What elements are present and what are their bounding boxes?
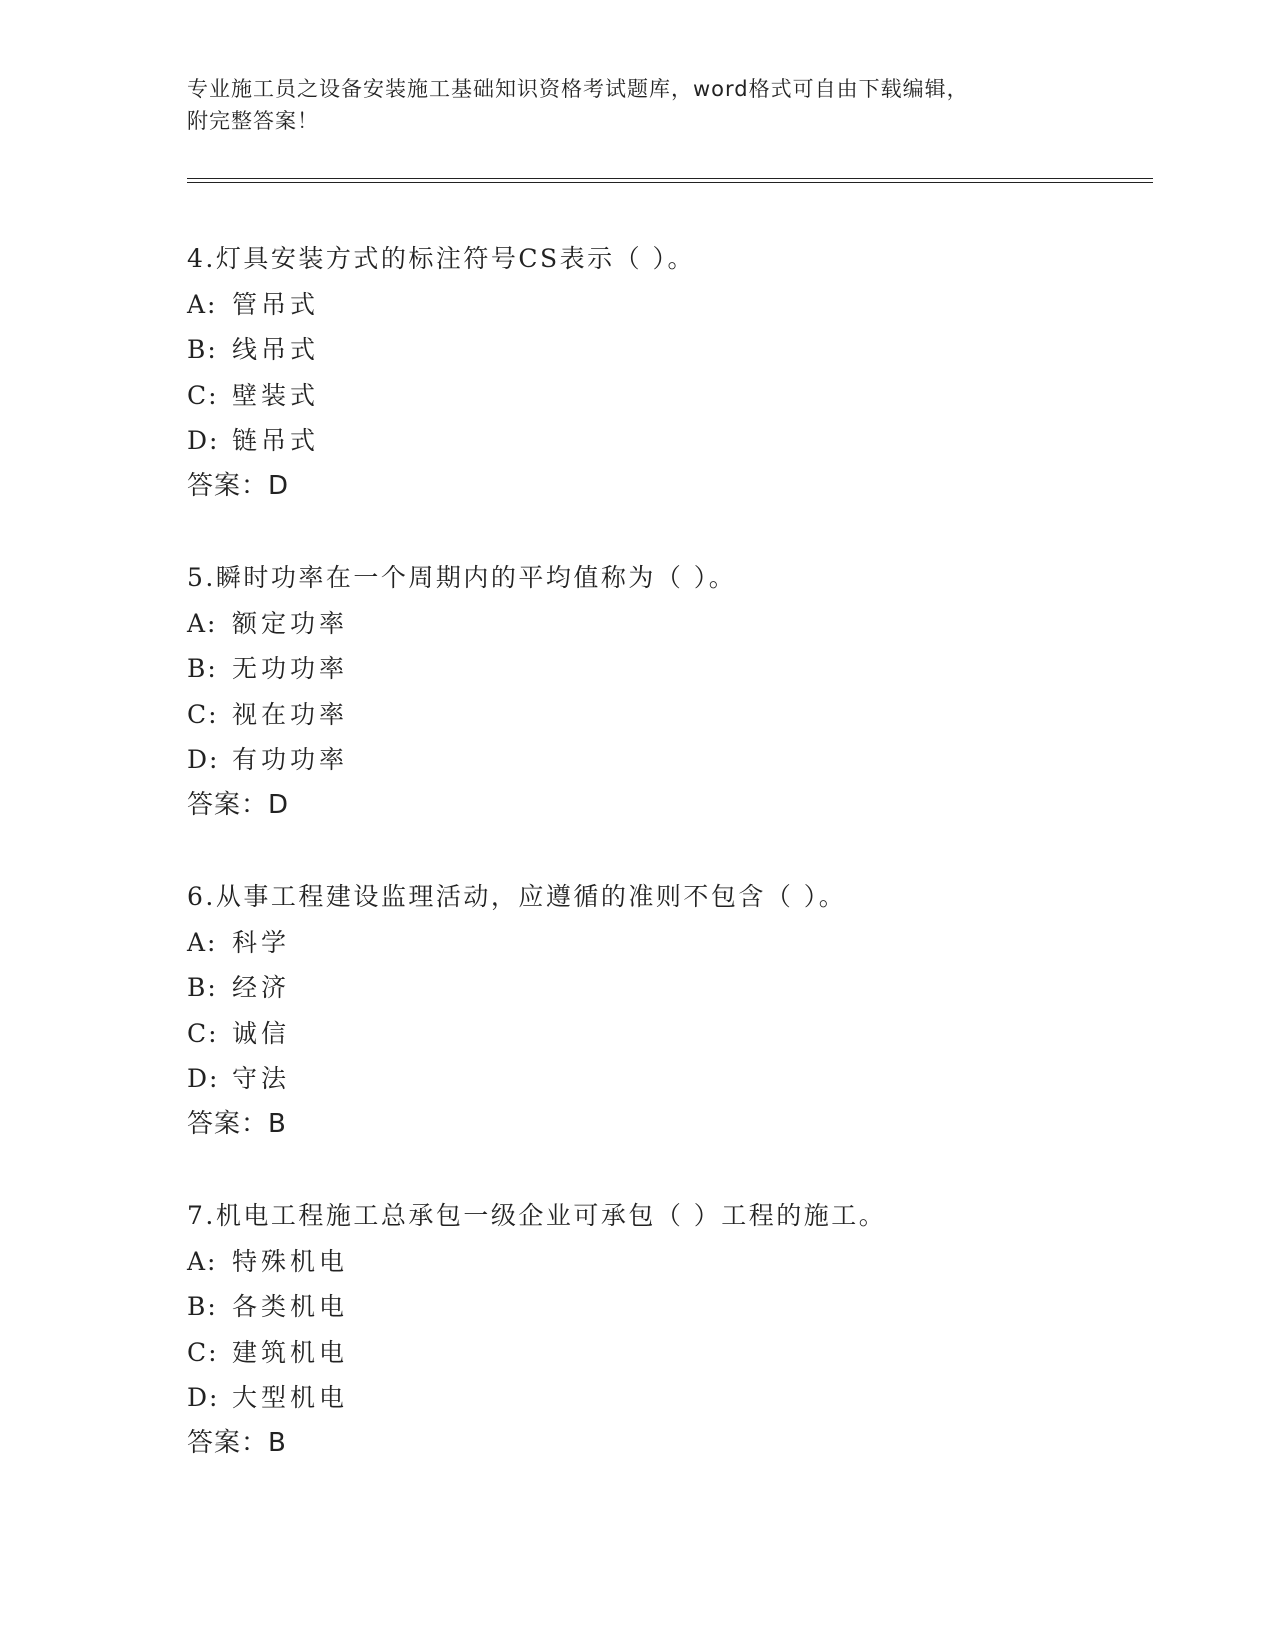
option-text: 链吊式 — [232, 426, 320, 455]
option-key: C: — [187, 1018, 219, 1048]
question-7 — [187, 1193, 1167, 1466]
option-text: 特殊机电 — [232, 1246, 349, 1276]
option-text: 线吊式 — [232, 335, 320, 364]
header-line-1: 专业施工员之设备安装施工基础知识资格考试题库，word格式可自由下载编辑， — [187, 77, 969, 101]
question-5 — [187, 555, 1167, 828]
option-c — [187, 1011, 1167, 1057]
option-a — [187, 601, 1167, 647]
option-b — [187, 1284, 1167, 1330]
option-d — [187, 418, 1167, 464]
answer-line: 答案：B — [187, 1427, 287, 1458]
question-4 — [187, 236, 1167, 509]
option-key: D: — [187, 1064, 220, 1093]
option-text: 大型机电 — [232, 1383, 349, 1412]
option-key: A: — [187, 927, 218, 957]
question-stem: 7.机电工程施工总承包一级企业可承包（ ）工程的施工。 — [187, 1201, 887, 1230]
option-c — [187, 1330, 1167, 1376]
option-key: C: — [187, 699, 219, 729]
option-d — [187, 1056, 1167, 1102]
option-text: 建筑机电 — [232, 1337, 349, 1367]
option-b — [187, 965, 1167, 1011]
option-key: B: — [187, 1292, 218, 1321]
option-text: 各类机电 — [232, 1292, 349, 1321]
option-text: 壁装式 — [232, 380, 320, 410]
answer-line: 答案：B — [187, 1108, 287, 1139]
question-6 — [187, 874, 1167, 1147]
option-key: B: — [187, 973, 218, 1002]
option-d — [187, 1375, 1167, 1421]
option-text: 守法 — [232, 1064, 291, 1093]
answer-line: 答案：D — [187, 470, 290, 501]
question-stem: 4.灯具安装方式的标注符号CS表示（ ）。 — [187, 244, 696, 273]
option-text: 无功功率 — [232, 654, 349, 683]
answer-line: 答案：D — [187, 789, 290, 820]
option-key: A: — [187, 1246, 218, 1276]
option-c — [187, 692, 1167, 738]
option-key: C: — [187, 380, 219, 410]
document-header — [187, 73, 1107, 137]
option-b — [187, 327, 1167, 373]
header-line-2: 附完整答案！ — [187, 109, 319, 133]
option-key: D: — [187, 745, 220, 774]
option-key: B: — [187, 335, 218, 364]
option-key: A: — [187, 289, 218, 319]
option-text: 有功功率 — [232, 745, 349, 774]
option-key: D: — [187, 426, 220, 455]
question-stem: 6.从事工程建设监理活动，应遵循的准则不包含（ ）。 — [187, 882, 847, 911]
option-d — [187, 737, 1167, 783]
option-a — [187, 1239, 1167, 1285]
option-text: 视在功率 — [232, 699, 349, 729]
option-c — [187, 373, 1167, 419]
header-divider-bottom — [187, 182, 1153, 183]
option-key: B: — [187, 654, 218, 683]
question-stem: 5.瞬时功率在一个周期内的平均值称为（ ）。 — [187, 563, 737, 592]
option-text: 管吊式 — [232, 289, 320, 319]
option-key: D: — [187, 1383, 220, 1412]
option-key: A: — [187, 608, 218, 638]
option-text: 科学 — [232, 927, 291, 957]
header-divider-top — [187, 178, 1153, 179]
option-key: C: — [187, 1337, 219, 1367]
option-b — [187, 646, 1167, 692]
option-a — [187, 920, 1167, 966]
option-text: 额定功率 — [232, 608, 349, 638]
option-a — [187, 282, 1167, 328]
option-text: 经济 — [232, 973, 291, 1002]
option-text: 诚信 — [232, 1018, 291, 1048]
